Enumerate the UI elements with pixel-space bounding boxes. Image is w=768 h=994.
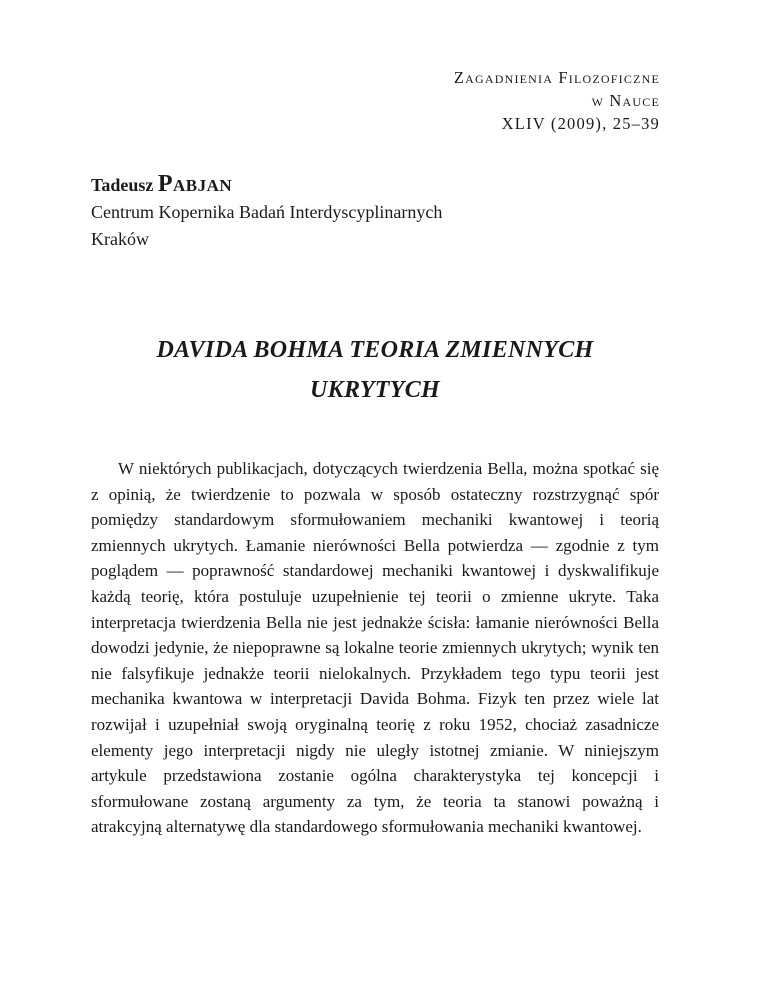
author-affiliation: Centrum Kopernika Badań Interdyscyplinarnych	[91, 202, 443, 222]
author-city: Kraków	[91, 229, 149, 249]
article-title: DAVIDA BOHMA TEORIA ZMIENNYCH UKRYTYCH	[156, 337, 594, 403]
author-surname: Pabjan	[157, 171, 233, 197]
author-first-name: Tadeusz	[91, 175, 154, 195]
author-name	[91, 170, 442, 199]
journal-volume: XLIV (2009), 25–39	[501, 114, 660, 133]
journal-name-line1: Zagadnienia Filozoficzne	[453, 68, 660, 87]
journal-header	[454, 66, 660, 135]
article-abstract: W niektórych publikacjach, dotyczących twierdzenia Bella, można spotkać się z opinią, że twierdzenie to pozwala w sposób ostateczny rozstrzygnąć spór pomiędzy standardowym sformułowaniem mechaniki kwantowej i teorią zmiennych ukrytych. Łamanie nierówności Bella potwierdza — zgodnie z tym poglądem — poprawność standardowej mechaniki kwantowej i dyskwalifikuje każdą teorię, która postuluje uzupełnienie tej teorii o zmienne ukryte. Taka interpretacja twierdzenia Bella nie jest jednakże ścisła: łamanie nierówności Bella dowodzi jedynie, że niepoprawne są lokalne teorie zmiennych ukrytych; wynik ten nie falsyfikuje jednakże teorii nielokalnych. Przykładem tego typu teorii jest mechanika kwantowa w interpretacji Davida Bohma. Fizyk ten przez wiele lat rozwijał i uzupełniał swoją oryginalną teorię z roku 1952, chociaż zasadnicze elementy jego interpretacji nigdy nie uległy istotnej zmianie. W niniejszym artykule przedstawiona zostanie ogólna charakterystyka tej koncepcji i sformułowane zostaną argumenty za tym, że teoria ta stanowi poważną i atrakcyjną alternatywę dla standardowego sformułowania mechaniki kwantowej.	[91, 459, 659, 837]
journal-name-line2: w Nauce	[591, 91, 660, 110]
author-block	[91, 170, 442, 253]
